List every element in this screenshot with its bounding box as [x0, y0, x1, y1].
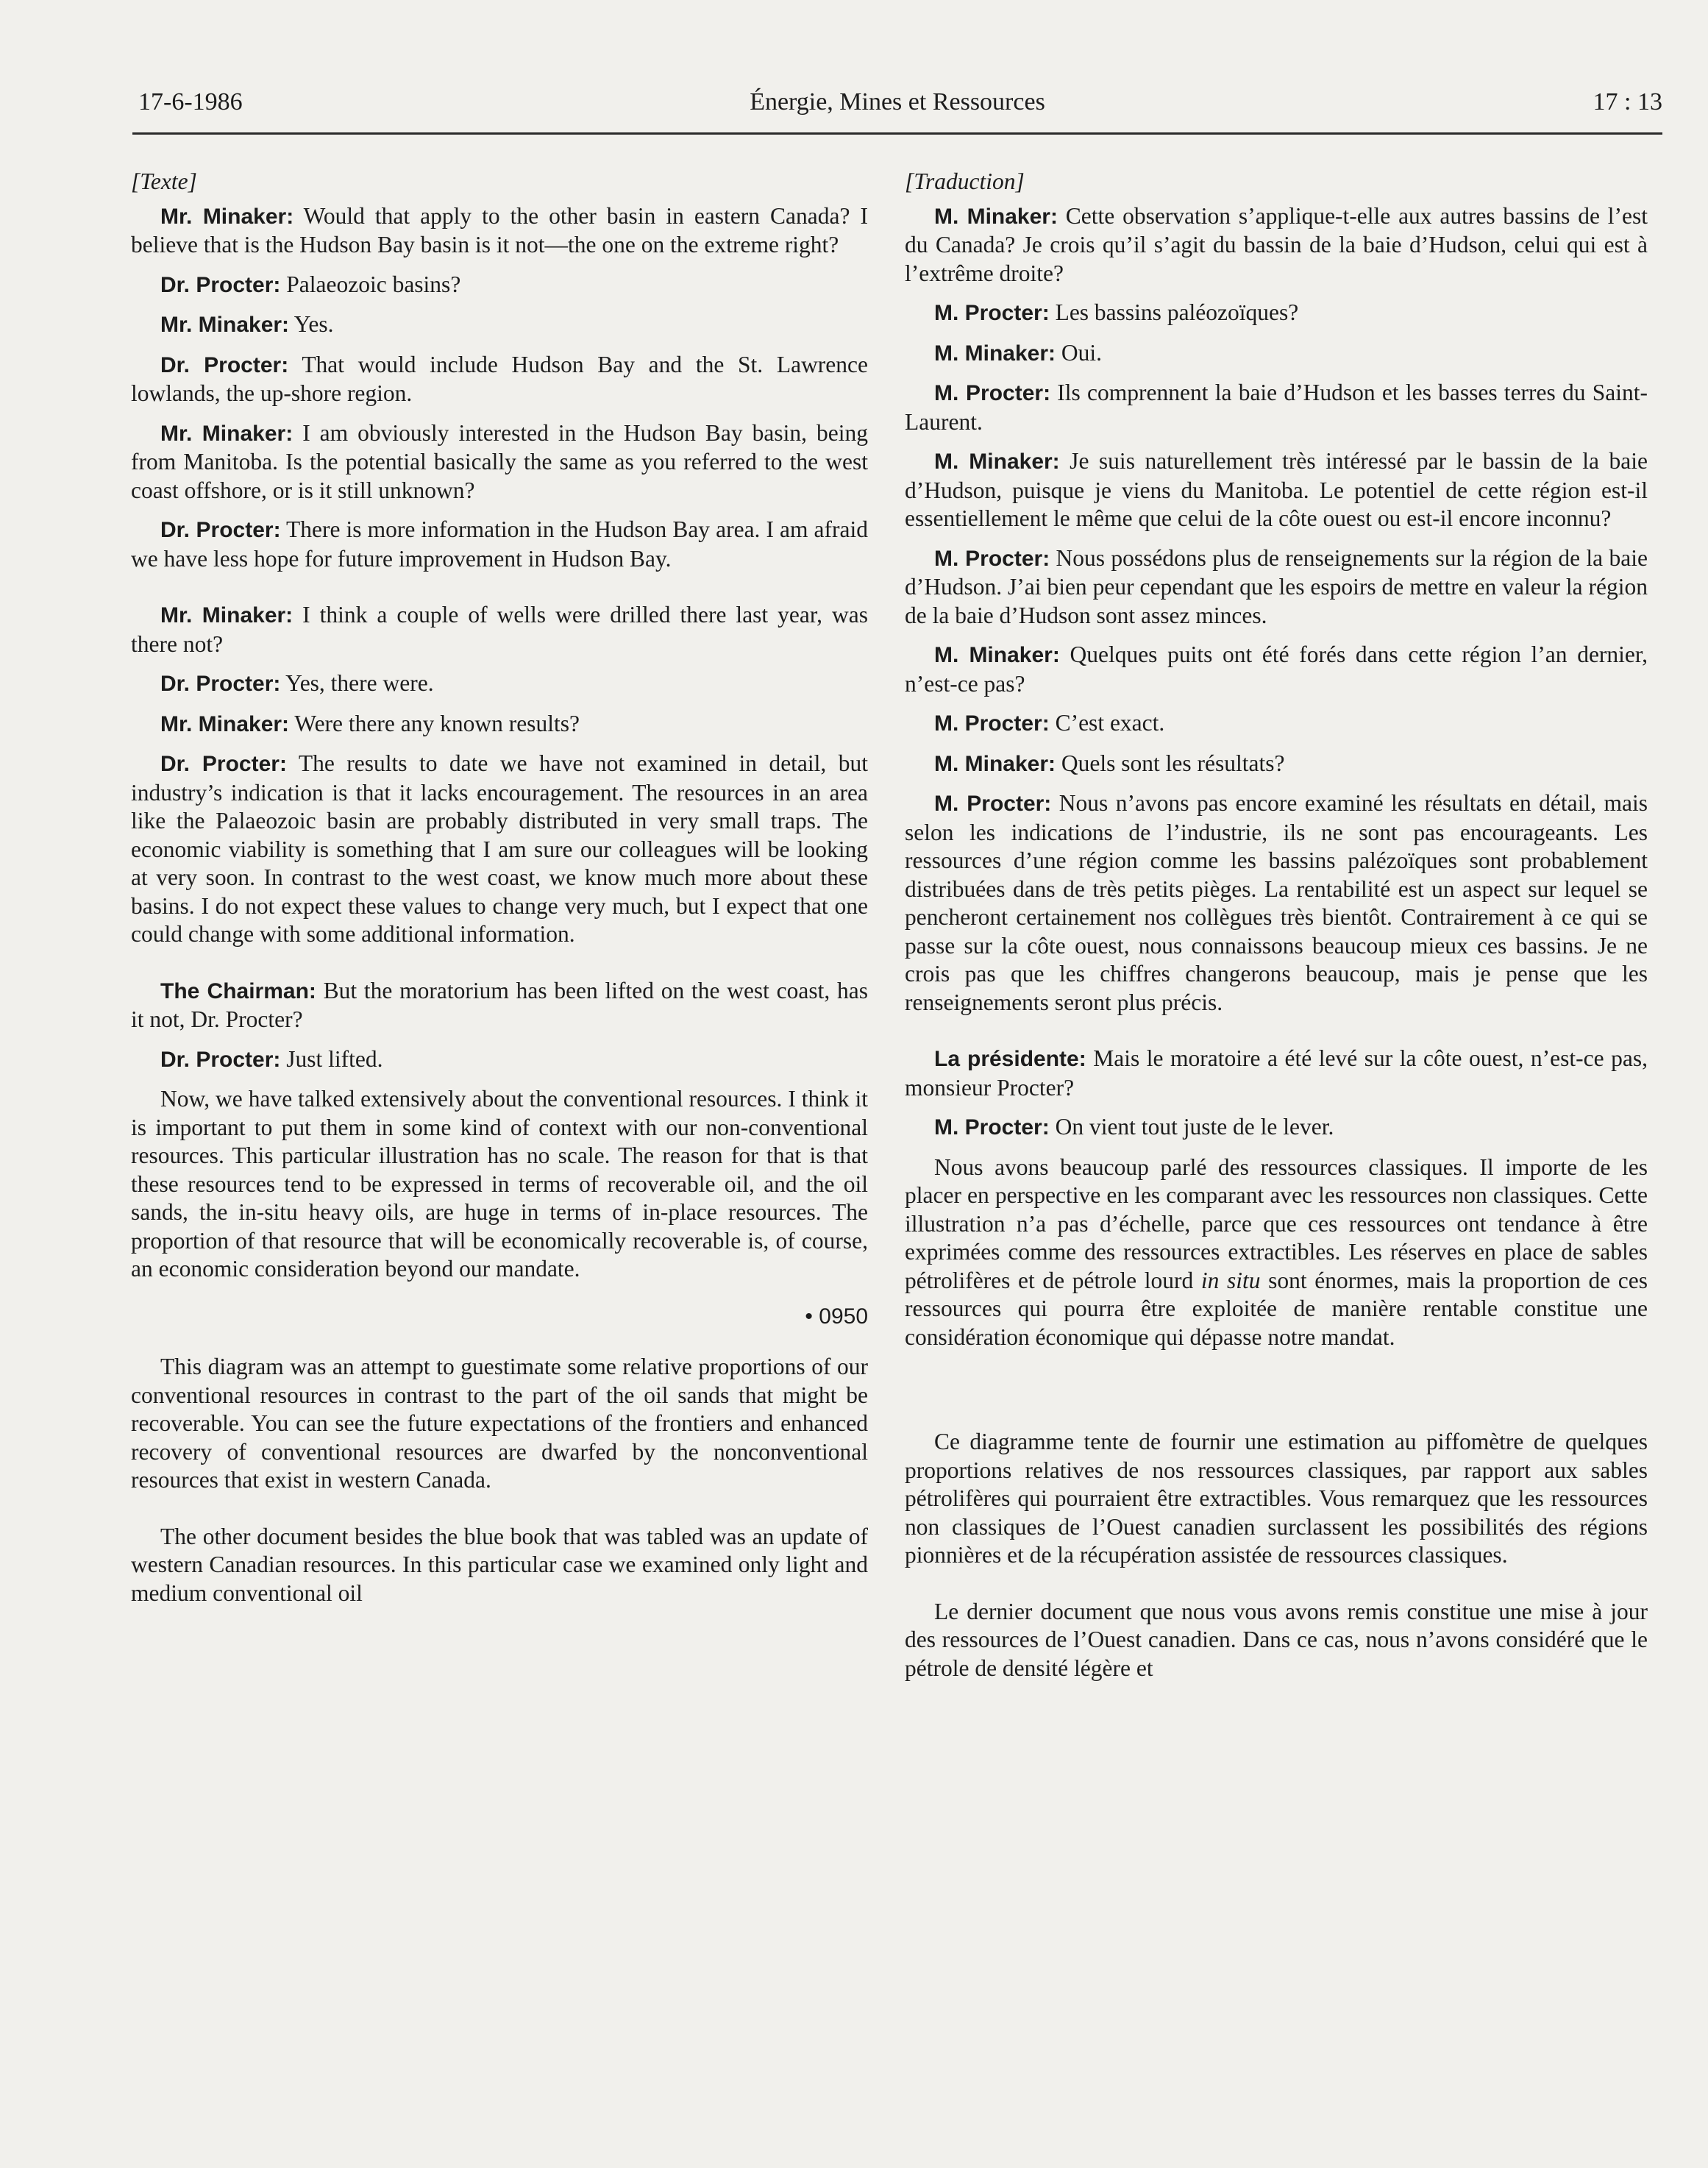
section-tag: [Texte]: [131, 168, 197, 194]
paragraph-text: Yes, there were.: [280, 670, 434, 696]
speaker-name: La présidente:: [934, 1047, 1086, 1071]
speaker-name: M. Minaker:: [934, 643, 1060, 667]
paragraph-text: I think a couple of wells were drilled there last year, was there not?: [131, 602, 868, 657]
section-tag: [Traduction]: [905, 168, 1025, 194]
paragraph-text: Would that apply to the other basin in eastern Canada? I believe that is the Hudson Bay basin is it not—the one on the extreme right?: [131, 202, 868, 257]
speaker-name: M. Minaker:: [934, 341, 1056, 366]
paragraph: [131, 310, 868, 340]
paragraph: [905, 447, 1648, 533]
paragraph: [131, 601, 868, 658]
speaker-name: Dr. Procter:: [160, 352, 289, 377]
speaker-name: M. Minaker:: [934, 751, 1056, 776]
paragraph-text: The other document besides the blue book that was tabled was an update of western Canadian resources. In this particular case we examined only light and medium conventional oil: [131, 1523, 868, 1606]
speaker-name: M. Procter:: [934, 792, 1052, 816]
paragraph-text: There is more information in the Hudson Bay area. I am afraid we have less hope for future improvement in Hudson Bay.: [131, 516, 868, 572]
english-column: [131, 168, 868, 1618]
paragraph: [131, 271, 868, 300]
speaker-name: M. Minaker:: [934, 449, 1060, 474]
speaker-name: Dr. Procter:: [160, 1047, 281, 1072]
paragraph: [131, 750, 868, 949]
paragraph-text: The results to date we have not examined in detail, but industry’s indication is that it lacks encouragement. The resources in an area like the Palaeozoic basin are probably distributed in very small traps. The economic viability is something that I am sure our colleagues will be looking at very soon. In contrast to the west coast, we know much more about these basins. I do not expect these values to change very much, but I expect that one could change with some additional information.: [131, 750, 868, 947]
paragraph-text: Oui.: [1056, 339, 1103, 366]
paragraph-text: Now, we have talked extensively about the conventional resources. I think it is important to put them in some kind of context with our non-conventional resources. This particular illustration has no scale. The reason for that is that these resources tend to be expressed in terms of recoverable oil, and the oil sands, the in-situ heavy oils, are huge in terms of in-place resources. The proportion of that resource that will be economically recoverable is, of course, an economic consideration beyond our mandate.: [131, 1086, 868, 1282]
header-title: Énergie, Mines et Ressources: [750, 88, 1045, 115]
paragraph-text: Cette observation s’applique-t-elle aux autres bassins de l’est du Canada? Je crois qu’il s’agit du bassin de la baie d’Hudson, celui qui est à l’extrême droite?: [905, 202, 1648, 286]
paragraph: [905, 1598, 1648, 1683]
paragraph-text: On vient tout juste de le lever.: [1049, 1114, 1334, 1140]
paragraph-text: Nous n’avons pas encore examiné les résultats en détail, mais selon les indications de l’industrie, ils ne sont pas encourageants. Les ressources d’une région comme les bassins palézoïques sont probablement distribuées dans de très petits pièges. La rentabilité est un aspect sur lequel se pencheront certainement nos collègues très bientôt. Contrairement à ce qui se passe sur la côte ouest, nous connaissons beaucoup mieux ces bassins. Je ne crois pas que les chiffres changerons beaucoup, mais je pense que les renseignements seront plus précis.: [905, 790, 1648, 1015]
paragraph: [905, 1113, 1648, 1142]
paragraph: [131, 202, 868, 260]
paragraph-text: Les bassins paléozoïques?: [1049, 299, 1299, 325]
paragraph: [905, 544, 1648, 630]
speaker-name: M. Procter:: [934, 1115, 1050, 1140]
paragraph: [905, 379, 1648, 436]
speaker-name: Mr. Minaker:: [160, 603, 293, 628]
paragraph: [905, 750, 1648, 779]
paragraph-text: Ce diagramme tente de fournir une estimation au piffomètre de quelques proportions relatives de nos ressources classiques, par rapport aux sables pétrolifères qui pourraient être extractibles. Vous remarquez que les ressources non classiques de l’Ouest canadien surclassent les possibilités des régions pionnières et de la récupération assistée de ressources classiques.: [905, 1429, 1648, 1568]
speaker-name: M. Procter:: [934, 546, 1050, 571]
speaker-name: M. Procter:: [934, 711, 1050, 736]
speaker-name: Dr. Procter:: [160, 752, 287, 776]
paragraph: [131, 1523, 868, 1608]
italic-term: in situ: [1200, 1267, 1261, 1293]
speaker-name: M. Procter:: [934, 301, 1050, 325]
paragraph: [131, 669, 868, 699]
time-marker: • 0950: [805, 1304, 868, 1329]
paragraph-text: C’est exact.: [1049, 710, 1165, 736]
french-column: [905, 168, 1648, 1693]
speaker-name: M. Procter:: [934, 381, 1051, 405]
paragraph: [905, 299, 1648, 328]
paragraph-text: Mais le moratoire a été levé sur la côte ouest, n’est-ce pas, monsieur Procter?: [905, 1045, 1648, 1101]
speaker-name: M. Minaker:: [934, 204, 1058, 229]
paragraph: [905, 1428, 1648, 1570]
paragraph-text: Yes.: [289, 311, 334, 337]
paragraph-text: Nous avons beaucoup parlé des ressources classiques. Il importe de les placer en perspective en les comparant avec les ressources non classiques. Cette illustration n’a pas d’échelle, parce que ces ressources ont tendance à être exprimées comme des ressources extractibles. Les réserves en place de sables pétrolifères et de pétrole lourd: [905, 1154, 1648, 1293]
speaker-name: Mr. Minaker:: [160, 421, 293, 446]
speaker-name: Mr. Minaker:: [160, 313, 290, 337]
paragraph-text: Je suis naturellement très intéressé par le bassin de la baie d’Hudson, puisque je viens du Manitoba. Le potentiel de cette région est-il essentiellement le même que celui de la côte ouest ou est-il encore inconnu?: [905, 448, 1648, 531]
paragraph-text: But the moratorium has been lifted on the west coast, has it not, Dr. Procter?: [131, 977, 869, 1032]
paragraph-text: Nous possédons plus de renseignements sur la région de la baie d’Hudson. J’ai bien peur cependant que les espoirs de mettre en valeur la région de la baie d’Hudson sont assez minces.: [905, 544, 1648, 628]
paragraph: [905, 789, 1648, 1017]
speaker-name: The Chairman:: [160, 978, 316, 1003]
paragraph-text: Were there any known results?: [289, 710, 580, 736]
speaker-name: Dr. Procter:: [160, 272, 281, 297]
speaker-name: Mr. Minaker:: [160, 711, 290, 736]
paragraph: [905, 339, 1648, 369]
paragraph: [905, 1045, 1648, 1102]
paragraph: [131, 516, 868, 573]
paragraph: [131, 1353, 868, 1495]
paragraph: [131, 1085, 868, 1284]
paragraph: [131, 1045, 868, 1075]
paragraph-text: Le dernier document que nous vous avons remis constitue une mise à jour des ressources de l’Ouest canadien. Dans ce cas, nous n’avons considéré que le pétrole de densité légère et: [905, 1598, 1648, 1681]
paragraph-text: Just lifted.: [280, 1045, 383, 1072]
paragraph: [131, 977, 868, 1034]
paragraph: [905, 1154, 1648, 1352]
paragraph: [131, 710, 868, 739]
speaker-name: Dr. Procter:: [160, 518, 281, 542]
paragraph-text: Palaeozoic basins?: [280, 271, 461, 297]
paragraph: [905, 641, 1648, 698]
page-header: [132, 88, 1662, 135]
paragraph: [905, 202, 1648, 288]
speaker-name: Dr. Procter:: [160, 672, 281, 696]
speaker-name: Mr. Minaker:: [160, 204, 294, 229]
paragraph-text: Quelques puits ont été forés dans cette région l’an dernier, n’est-ce pas?: [905, 641, 1648, 697]
header-page-number: 17 : 13: [1593, 88, 1662, 115]
paragraph-text: sont énormes, mais la proportion de ces ressources qui pourra être exploitée de manière rentable constitue une considération économique qui dépasse notre mandat.: [905, 1267, 1648, 1350]
paragraph-text: This diagram was an attempt to guestimate some relative proportions of our conventional resources in contrast to the part of the oil sands that might be recoverable. You can see the future expectations of the frontiers and enhanced recovery of conventional resources are dwarfed by the nonconventional resources that exist in western Canada.: [131, 1354, 868, 1493]
paragraph-text: I am obviously interested in the Hudson Bay basin, being from Manitoba. Is the potential basically the same as you referred to the west coast offshore, or is it still unknown?: [131, 419, 868, 503]
paragraph: [131, 351, 868, 408]
paragraph-text: That would include Hudson Bay and the St. Lawrence lowlands, the up-shore region.: [131, 351, 868, 406]
paragraph-text: Ils comprennent la baie d’Hudson et les basses terres du Saint-Laurent.: [905, 380, 1648, 435]
paragraph: [131, 419, 868, 505]
paragraph-text: Quels sont les résultats?: [1056, 750, 1285, 776]
paragraph: [905, 709, 1648, 739]
header-date: 17-6-1986: [138, 88, 243, 115]
